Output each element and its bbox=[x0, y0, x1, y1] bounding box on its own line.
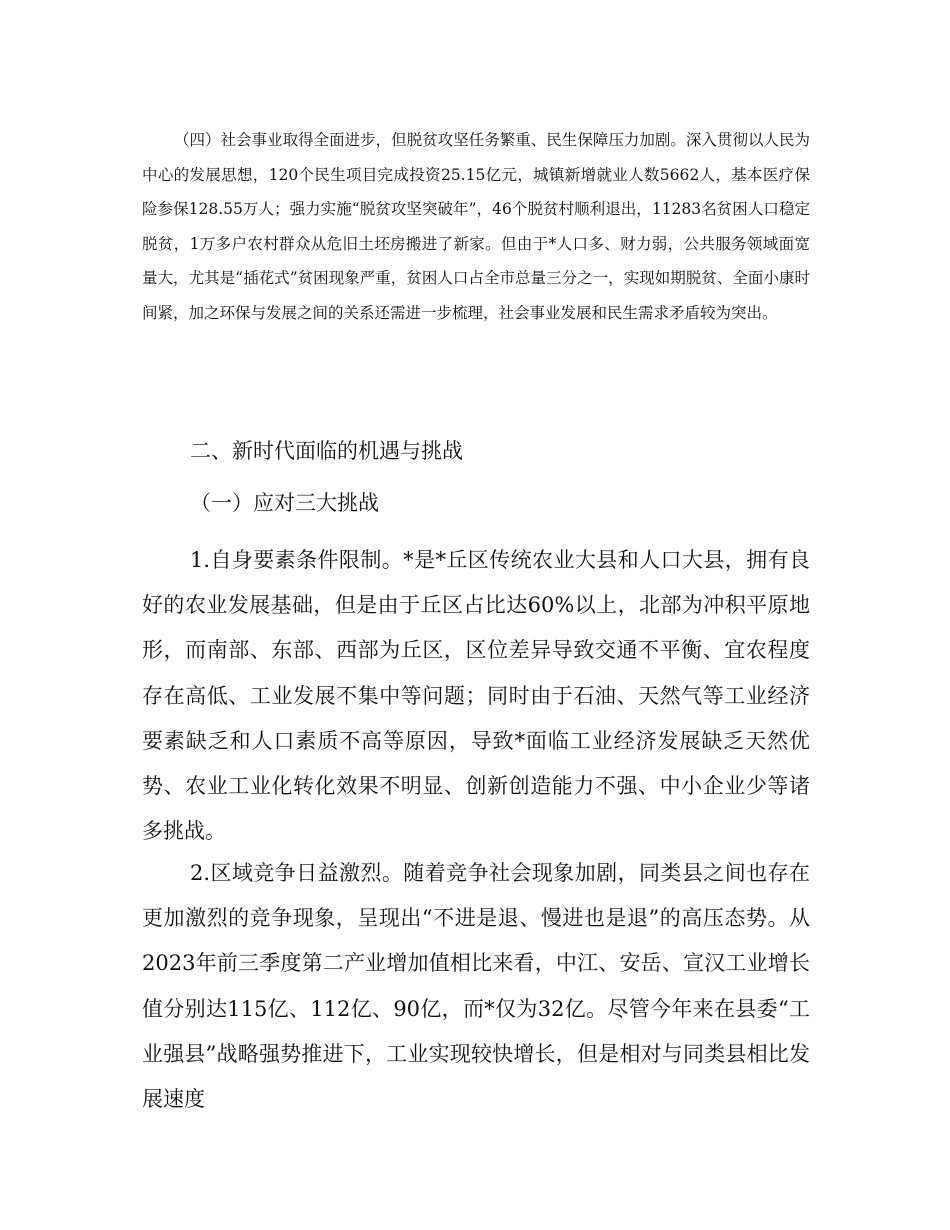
section-heading: 二、新时代面临的机遇与挑战 bbox=[190, 439, 463, 463]
paragraph-factor-constraints: 1.自身要素条件限制。*是*丘区传统农业大县和人口大县，拥有良好的农业发展基础，但是由于丘区占比达60%以上，北部为冲积平原地形，而南部、东部、西部为丘区，区位差异导致交通不平衡、宜农程度存在高低、工业发展不集中等问题；同时由于石油、天然气等工业经济要素缺乏和人口素质不高等原因，导致*面临工业经济发展缺乏天然优势、农业工业化转化效果不明显、创新创造能力不强、中小企业少等诸多挑战。 bbox=[142, 548, 810, 844]
paragraph-regional-competition: 2.区域竞争日益激烈。随着竞争社会现象加剧，同类县之间也存在更加激烈的竞争现象，呈现出“不进是退、慢进也是退”的高压态势。从2023年前三季度第二产业增加值相比来看，中江、安岳、宣汉工业增长值分别达115亿、112亿、90亿，而*仅为32亿。尽管今年来在县委“工业强县”战略强势推进下，工业实现较快增长，但是相对与同类县相比发展速度 bbox=[142, 861, 810, 1112]
subsection-heading: （一）应对三大挑战 bbox=[190, 491, 379, 515]
paragraph-social-undertakings: （四）社会事业取得全面进步，但脱贫攻坚任务繁重、民生保障压力加剧。深入贯彻以人民为中心的发展思想，120个民生项目完成投资25.15亿元，城镇新增就业人数5662人，基本医疗保险参保128.55万人；强力实施“脱贫攻坚突破年”，46个脱贫村顺利退出，11283名贫困人口稳定脱贫，1万多户农村群众从危旧土坯房搬进了新家。但由于*人口多、财力弱，公共服务领域面宽量大，尤其是“插花式”贫困现象严重，贫困人口占全市总量三分之一，实现如期脱贫、全面小康时间紧，加之环保与发展之间的关系还需进一步梳理，社会事业发展和民生需求矛盾较为突出。 bbox=[142, 131, 810, 322]
